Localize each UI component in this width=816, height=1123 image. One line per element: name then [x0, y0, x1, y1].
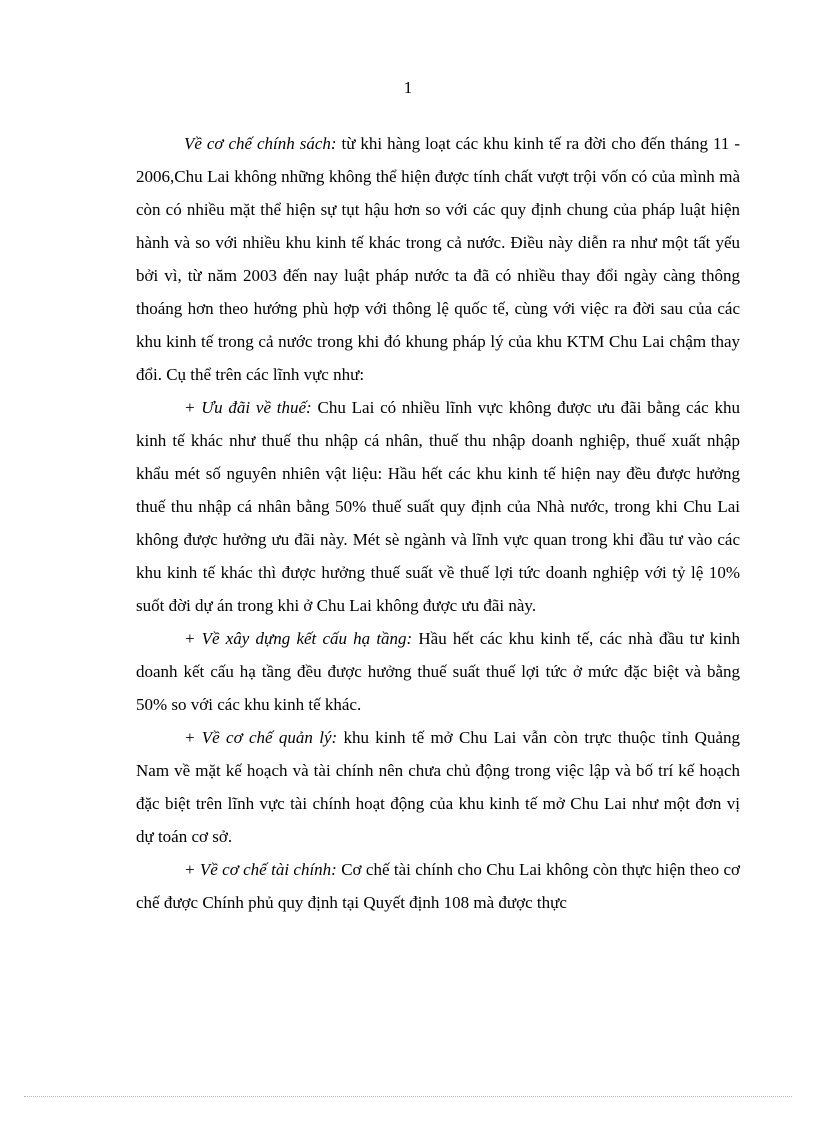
paragraph-lead: + Về cơ chế quản lý: — [184, 728, 338, 747]
paragraph-lead: Về cơ chế chính sách: — [184, 134, 337, 153]
paragraph-infrastructure — [136, 622, 740, 721]
body-text — [136, 127, 740, 919]
paragraph-text: Cơ chế tài chính cho Chu Lai không còn thực hiện theo cơ chế được Chính phủ quy định tại Quyết định 108 mà được thực — [136, 860, 740, 912]
paragraph-text: từ khi hàng loạt các khu kinh tế ra đời cho đến tháng 11 - 2006,Chu Lai không những không thể hiện được tính chất vượt trội vốn có của mình mà còn có nhiều mặt thể hiện sự tụt hậu hơn so với các quy định chung của pháp luật hiện hành và so với nhiều khu kinh tế khác trong cả nước. Điều này diễn ra như một tất yếu bởi vì, từ năm 2003 đến nay luật pháp nước ta đã có nhiều thay đổi ngày càng thông thoáng hơn theo hướng phù hợp với thông lệ quốc tế, cùng với việc ra đời sau của các khu kinh tế trong cả nước trong khi đó khung pháp lý của khu KTM Chu Lai chậm thay đổi. Cụ thể trên các lĩnh vực như: — [136, 134, 740, 384]
paragraph-lead: + Về xây dựng kết cấu hạ tầng: — [184, 629, 413, 648]
page-number: 1 — [403, 78, 413, 97]
paragraph-lead: + Về cơ chế tài chính: — [184, 860, 337, 879]
paragraph-text: khu kinh tế mở Chu Lai vẫn còn trực thuộc tỉnh Quảng Nam về mặt kế hoạch và tài chính nên chưa chủ động trong việc lập và bố trí kế hoạch đặc biệt trên lĩnh vực tài chính hoạt động của khu kinh tế mở Chu Lai như một đơn vị dự toán cơ sở. — [136, 728, 740, 846]
paragraph-management-mechanism — [136, 721, 740, 853]
paragraph-tax-incentives — [136, 391, 740, 622]
paragraph-policy-mechanism — [136, 127, 740, 391]
paragraph-financial-mechanism — [136, 853, 740, 919]
footer-divider — [24, 1096, 792, 1097]
paragraph-lead: + Ưu đãi về thuế: — [184, 398, 312, 417]
paragraph-text: Chu Lai có nhiều lĩnh vực không được ưu đãi bằng các khu kinh tế khác như thuế thu nhập cá nhân, thuế thu nhập doanh nghiệp, thuế xuất nhập khẩu mét số nguyên nhiên vật liệu: Hầu hết các khu kinh tế hiện nay đều được hưởng thuế thu nhập cá nhân bằng 50% thuế suất quy định của Nhà nước, trong khi Chu Lai không được hưởng ưu đãi này. Mét sè ngành và lĩnh vực quan trong khi đầu tư vào các khu kinh tế khác thì được hưởng thuế suất về thuế lợi tức doanh nghiệp với tỷ lệ 10% suốt đời dự án trong khi ở Chu Lai không được ưu đãi này. — [136, 398, 740, 615]
paragraph-text: Hầu hết các khu kinh tế, các nhà đầu tư kinh doanh kết cấu hạ tầng đều được hưởng thuế suất thuế lợi tức ở mức đặc biệt và bằng 50% so với các khu kinh tế khác. — [136, 629, 741, 714]
